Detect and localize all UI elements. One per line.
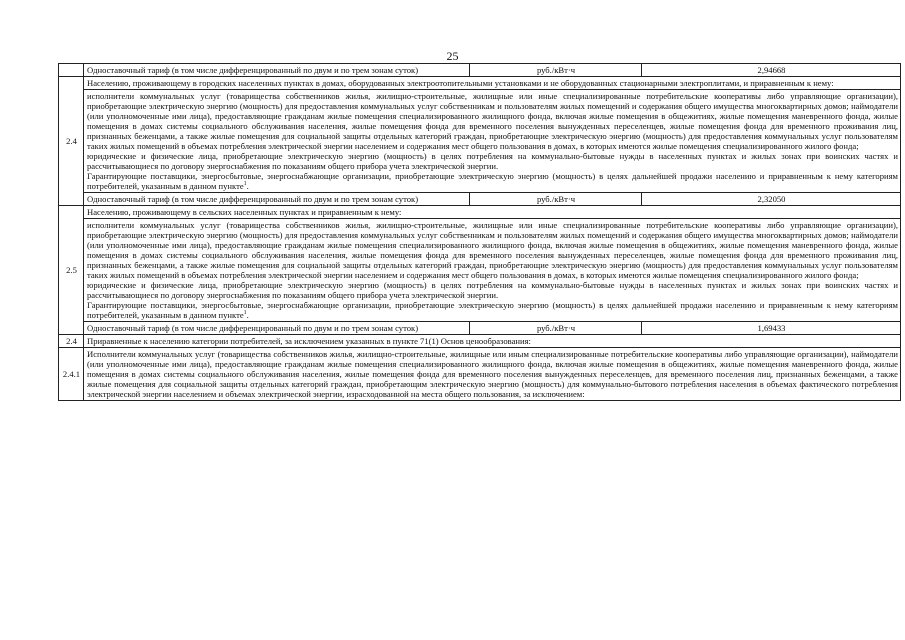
section-body (84, 90, 901, 193)
paragraph-text: Гарантирующие поставщики, энергосбытовые, энергоснабжающие организации, приобретающие электрическую энергию (мощность) в целях дальнейшей продажи населению и приравненным к нему категориям потребителей, указанным в данном пункте (87, 300, 898, 320)
paragraph: юридические и физические лица, приобретающие электрическую энергию (мощность) в целях потребления на коммунально-бытовые нужды в населенных пунктах и жилых зонах при воинских частях и рассчитывающиеся по договору энергоснабжения по показаниям общего прибора учета электрической энергии. (87, 151, 898, 171)
paragraph: Гарантирующие поставщики, энергосбытовые, энергоснабжающие организации, приобретающие электрическую энергию (мощность) в целях дальнейшей продажи населению и приравненным к нему категориям потребителей, указанным в данном пункте$^1$. (87, 171, 898, 191)
row-number: 2.4 (59, 335, 84, 348)
table-row (59, 335, 901, 348)
tariff-label: Одноставочный тариф (в том числе дифференцированный по двум и по трем зонам суток) (84, 193, 470, 206)
row-number (59, 64, 84, 77)
table-row (59, 77, 901, 90)
tariff-label: Одноставочный тариф (в том числе дифференцированный по двум и по трем зонам суток) (84, 64, 470, 77)
paragraph-text: Гарантирующие поставщики, энергосбытовые, энергоснабжающие организации, приобретающие электрическую энергию (мощность) в целях дальнейшей продажи населению и приравненным к нему категориям потребителей, указанным в данном пункте (87, 171, 898, 191)
table-row (59, 219, 901, 322)
unit-cell: руб./кВт·ч (470, 322, 642, 335)
footnote-marker: 1 (243, 181, 247, 188)
footnote-marker: 1 (243, 310, 247, 317)
section-body (84, 219, 901, 322)
unit-cell: руб./кВт·ч (470, 193, 642, 206)
section-body: Исполнители коммунальных услуг (товарищества собственников жилья, жилищно-строительные, жилищные или иным специализированные потребительские кооперативы либо управляющие организации), наймодатели (или уполномоченные ими лица), предоставляющие гражданам жилые помещения специализированного жилищного фонда, включая жилые помещения в общежитиях, жилые помещения маневренного фонда, жилые помещения в домах системы социального обслуживания населения, жилые помещения фонда для временного поселения вынужденных переселенцев, для временного поселения лиц, признанных беженцами, а также жилые помещения для социальной защиты отдельных категорий граждан, приобретающим электрическую энергию (мощность) для коммунально-бытового потребления населения в объемах фактического потребления электрической энергии населением и объемах электрической энергии, израсходованной на места общего пользования, за исключением: (84, 348, 901, 401)
value-cell: 1,69433 (642, 322, 901, 335)
value-cell: 2,94668 (642, 64, 901, 77)
table-row (59, 64, 901, 77)
tariff-table (58, 63, 901, 401)
table-row (59, 322, 901, 335)
row-number: 2.4.1 (59, 348, 84, 401)
paragraph: исполнители коммунальных услуг (товарищества собственников жилья, жилищно-строительные, жилищные или иные специализированные потребительские кооперативы либо управляющие организации), приобретающие электрическую энергию (мощность) для предоставления коммунальных услуг собственникам и пользователям жилых помещений и содержания общего имущества многоквартирных домов; наймодатели (или уполномоченные ими лица), предоставляющие гражданам жилые помещения специализированного жилищного фонда, включая жилые помещения в общежитиях, жилые помещения маневренного фонда, жилые помещения в домах системы социального обслуживания населения, жилые помещения фонда для временного поселения вынужденных переселенцев, жилые помещения фонда для временного проживания лиц, признанных беженцами, а также жилые помещения для социальной защиты отдельных категорий граждан, приобретающие электрическую энергию (мощность) для предоставления коммунальных услуг пользователям таких жилых помещений в объемах потребления электрической энергии населением и содержания мест общего пользования в домах, в которых имеются жилые помещения специализированного жилого фонда; (87, 220, 898, 280)
value-cell: 2,32050 (642, 193, 901, 206)
paragraph: Гарантирующие поставщики, энергосбытовые, энергоснабжающие организации, приобретающие электрическую энергию (мощность) в целях дальнейшей продажи населению и приравненным к нему категориям потребителей, указанным в данном пункте$^1$. (87, 300, 898, 320)
section-heading: Населению, проживающему в городских населенных пунктах в домах, оборудованных электроотопительными установками и не оборудованных стационарными электроплитами, и приравненным к нему: (84, 77, 901, 90)
table-row (59, 90, 901, 193)
paragraph: юридические и физические лица, приобретающие электрическую энергию (мощность) в целях потребления на коммунально-бытовые нужды в населенных пунктах и жилых зонах при воинских частях и рассчитывающиеся по договору энергоснабжения по показаниям общего прибора учета электрической энергии. (87, 280, 898, 300)
section-heading: Приравненные к населению категории потребителей, за исключением указанных в пункте 71(1) Основ ценообразования: (84, 335, 901, 348)
paragraph: исполнители коммунальных услуг (товарищества собственников жилья, жилищно-строительные, жилищные или иные специализированные потребительские кооперативы либо управляющие организации), приобретающие электрическую энергию (мощность) для предоставления коммунальных услуг собственникам и пользователям жилых помещений и содержания общего имущества многоквартирных домов; наймодатели (или уполномоченные ими лица), предоставляющие гражданам жилые помещения специализированного жилищного фонда, включая жилые помещения в общежитиях, жилые помещения маневренного фонда, жилые помещения в домах системы социального обслуживания населения, жилые помещения фонда для временного поселения вынужденных переселенцев, жилые помещения фонда для временного проживания лиц, признанных беженцами, а также жилые помещения для социальной защиты отдельных категорий граждан, приобретающие электрическую энергию (мощность) для предоставления коммунальных услуг пользователям таких жилых помещений в объемах потребления электрической энергии населением и содержания мест общего пользования в домах, в которых имеются жилые помещения специализированного жилого фонда; (87, 91, 898, 151)
tariff-label: Одноставочный тариф (в том числе дифференцированный по двум и по трем зонам суток) (84, 322, 470, 335)
table-row (59, 206, 901, 219)
section-heading: Населению, проживающему в сельских населенных пунктах и приравненным к нему: (84, 206, 901, 219)
row-number: 2.5 (59, 206, 84, 335)
row-number: 2.4 (59, 77, 84, 206)
page-number: 25 (446, 49, 459, 63)
table-row (59, 193, 901, 206)
table-row (59, 348, 901, 401)
unit-cell: руб./кВт·ч (470, 64, 642, 77)
